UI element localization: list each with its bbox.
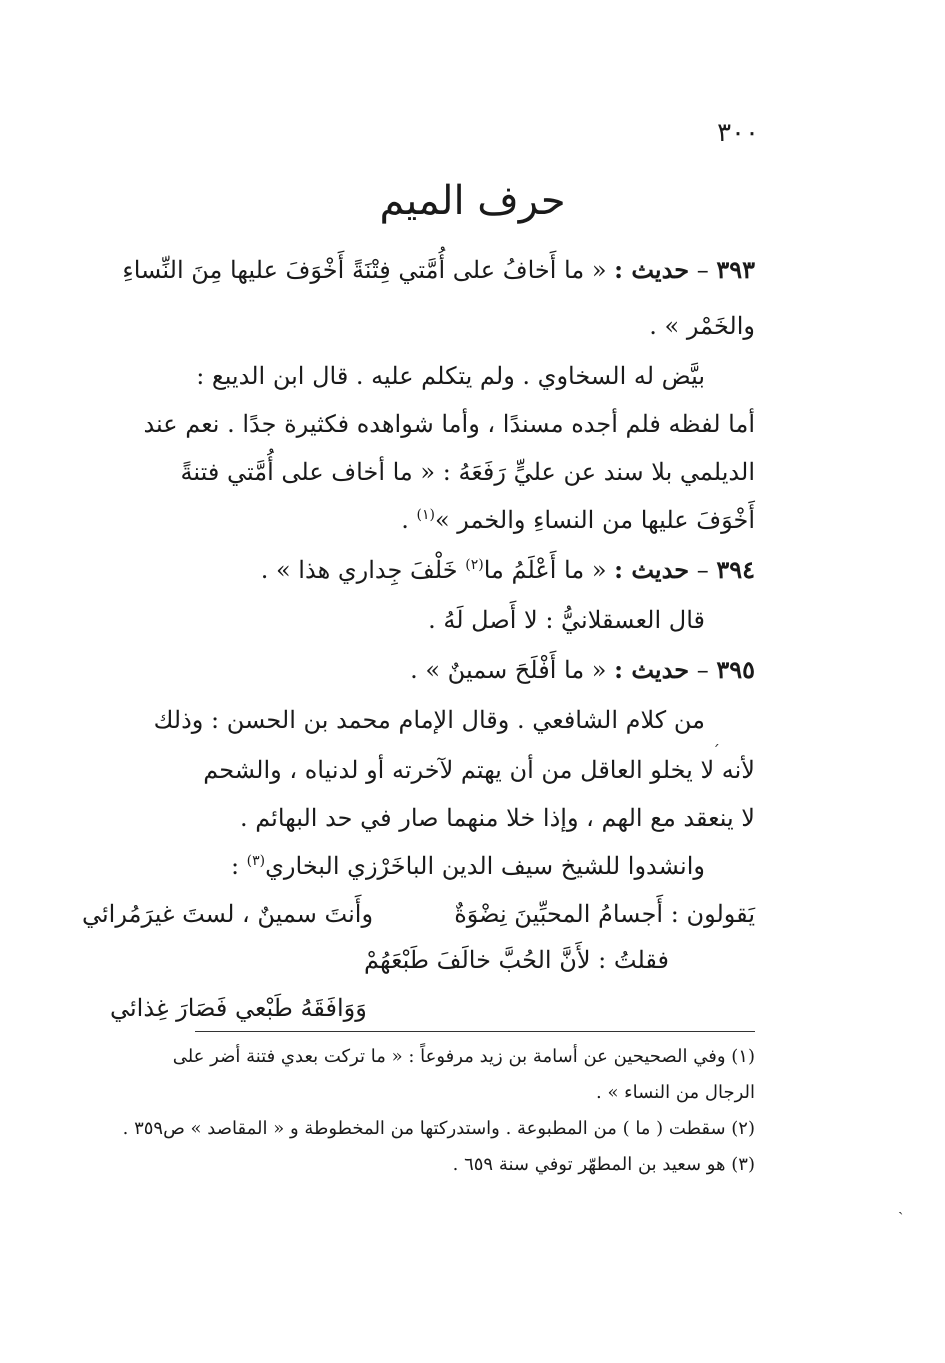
footnote-separator [195,1031,755,1032]
poem-intro-text: وانشدوا للشيخ سيف الدين الباخَرْزي البخاري [265,852,705,880]
commentary-line-end [401,500,755,540]
scan-mark: ˊ [712,742,720,761]
hadith-dash: – [696,556,709,584]
hadith-number: ٣٩٣ [716,255,755,284]
poem-verse-1-hemistich-1: يَقولون : أَجسامُ المحبِّينَ نِضْوَةٌ [454,900,755,928]
footnote-ref-3: (٣) [246,853,266,869]
hadith-393-line-1 [122,250,755,290]
commentary-line: الديلمي بلا سند عن عليٍّ رَفَعَهُ : « ما أخاف على أُمَّتي فتنةً [180,458,755,486]
hadith-dash: – [696,256,709,284]
hadith-394-line [261,550,755,590]
commentary-line: من كلام الشافعي . وقال الإمام محمد بن الحسن : وذلك [153,706,705,734]
page-number: ٣٠٠ [717,118,759,148]
chapter-title: حرف الميم [379,178,566,224]
footnote-1-line-2: الرجال من النساء » . [596,1082,755,1103]
hadith-text: « ما أَفْلَحَ سمينٌ » . [410,656,607,684]
hadith-number: ٣٩٥ [716,655,755,684]
poem-intro-line [231,846,705,886]
hadith-395-line [410,650,755,690]
commentary-line: لأنه لا يخلو العاقل من أن يهتم لآخرته أو لدنياه ، والشحم [203,756,755,784]
poem-intro-colon: : [230,852,247,880]
commentary-text: أَخْوَفَ عليها من النساءِ والخمر » [434,506,755,534]
hadith-dash: – [696,656,709,684]
footnote-1-line-1: (١) وفي الصحيحين عن أسامة بن زيد مرفوعاً : « ما تركت بعدي فتنة أضر على [172,1046,755,1067]
hadith-393-line-2: والخَمْر » . [649,312,755,340]
poem-verse-1-hemistich-2: وأَنتَ سمينٌ ، لستَ غيرَمُرائي [82,900,374,928]
poem-verse-2-hemistich-2: وَوَافَقَهُ طَبْعي فَصَارَ غِذائي [110,994,367,1022]
hadith-text: خَلْفَ جِداري هذا » . [260,556,466,584]
footnote-ref-1: (١) [416,507,435,523]
commentary-line: قال العسقلانيُّ : لا أَصل لَهُ . [428,606,705,634]
poem-verse-2-hemistich-1: فقلتُ : لأَنَّ الحُبَّ خالَفَ طَبْعَهُمْ [364,946,669,974]
commentary-line: لا ينعقد مع الهم ، وإذا خلا منهما صار في حد البهائم . [239,804,755,832]
hadith-number: ٣٩٤ [716,555,755,584]
hadith-text: « ما أَخافُ على أُمَّتي فِتْنَةً أَخْوَفَ عليها مِنَ النِّساءِ [122,256,607,284]
hadith-text: « ما أَعْلَمُ ما [483,556,607,584]
commentary-period: . [401,506,417,534]
footnote-2: (٢) سقطت ( ما ) من المطبوعة . واستدركتها من المخطوطة و « المقاصد » ص٣٥٩ . [122,1118,755,1139]
hadith-label: حديث : [614,255,690,284]
hadith-label: حديث : [614,555,690,584]
scan-mark: ˏ [898,1196,904,1215]
commentary-line: بيَّض له السخاوي . ولم يتكلم عليه . قال ابن الديبع : [196,362,705,390]
footnote-3: (٣) هو سعيد بن المطهّر توفي سنة ٦٥٩ . [452,1154,755,1175]
hadith-label: حديث : [614,655,690,684]
commentary-line: أما لفظه فلم أجده مسندًا ، وأما شواهده فكثيرة جدًا . نعم عند [143,410,755,438]
footnote-ref-2: (٢) [465,557,484,573]
